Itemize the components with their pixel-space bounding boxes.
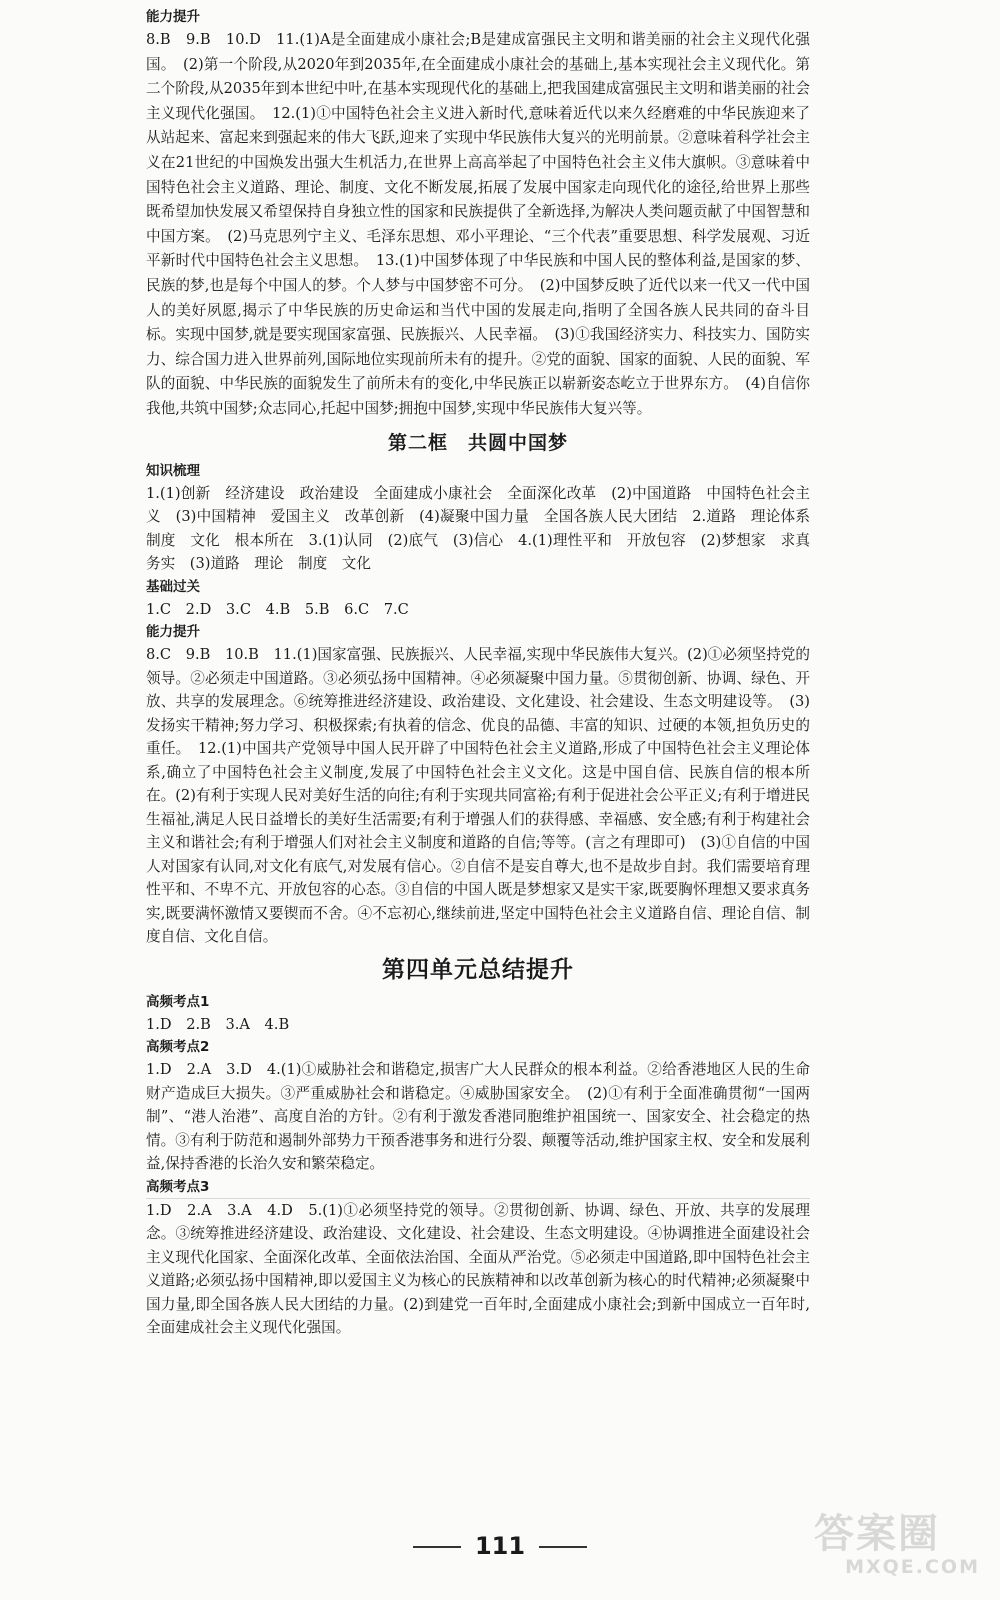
answer-paragraph: 1.D 2.A 3.D 4.(1)①威胁社会和谐稳定,损害广大人民群众的根本利益。②给香港地区人民的生命财产造成巨大损失。③严重威胁社会和谐稳定。④威胁国家安全。 (2)①有利于全面准确贯彻“一国两制”、“港人治港”、高度自治的方针。②有利于激发香港同胞维护祖国统一、国家安全、社会稳定的热情。③有利于防范和遏制外部势力干预香港事务和进行分裂、颠覆等活动,维护国家主权、安全和发展利益,保持香港的长治久安和繁荣稳定。 xyxy=(146,1061,810,1172)
subsection-heading: 第二框 共圆中国梦 xyxy=(387,431,568,454)
dash-right xyxy=(539,1546,587,1548)
answer-paragraph: 1.D 2.A 3.A 4.D 5.(1)①必须坚持党的领导。②贯彻创新、协调、绿色、开放、共享的发展理念。③统筹推进经济建设、政治建设、文化建设、社会建设、生态文明建设。④协调推进全面建设社会主义现代化国家、全面深化改革、全面依法治国、全面从严治党。⑤必须走中国道路,即中国特色社会主义道路;必须弘扬中国精神,即以爱国主义为核心的民族精神和以改革创新为核心的时代精神;必须凝聚中国力量,即全国各族人民大团结的力量。(2)到建党一百年时,全面建成小康社会;到新中国成立一百年时,全面建成社会主义现代化强国。 xyxy=(146,1201,810,1336)
section-label: 高频考点3 xyxy=(146,1178,210,1195)
watermark-logo xyxy=(814,1512,980,1586)
answer-paragraph: 8.C 9.B 10.B 11.(1)国家富强、民族振兴、人民幸福,实现中华民族伟大复兴。(2)①必须坚持党的领导。②必须走中国道路。③必须弘扬中国精神。④必须凝聚中国力量。⑤贯彻创新、协调、绿色、开放、共享的发展理念。⑥统筹推进经济建设、政治建设、文化建设、社会建设、生态文明建设等。 (3)发扬实干精神;努力学习、积极探索;有执着的信念、优良的品德、丰富的知识、过硬的本领,担负历史的重任。 12.(1)中国共产党领导中国人民开辟了中国特色社会主义道路,形成了中国特色社会主义理论体系,确立了中国特色社会主义制度,发展了中国特色社会主义文化。这是中国自信、民族自信的根本所在。(2)有利于实现人民对美好生活的向往;有利于实现共同富裕;有利于促进社会公平正义;有利于增进民生福祉,满足人民日益增长的美好生活需要;有利于增强人们的获得感、幸福感、安全感;有利于构建社会主义和谐社会;有利于增强人们对社会主义制度和道路的自信;等等。(言之有理即可) (3)①自信的中国人对国家有认同,对文化有底气,对发展有信心。②自信不是妄自尊大,也不是故步自封。我们需要培育理性平和、不卑不亢、开放包容的心态。③自信的中国人既是梦想家又是实干家,既要胸怀理想又要求真务实,既要满怀激情又要锲而不舍。④不忘初心,继续前进,坚定中国特色社会主义道路自信、理论自信、制度自信、文化自信。 xyxy=(146,646,810,945)
watermark-url: MXQE.COM xyxy=(845,1556,980,1578)
section-label: 知识梳理 xyxy=(146,462,200,479)
watermark-text: 答案圈 xyxy=(814,1511,940,1557)
unit-heading: 第四单元总结提升 xyxy=(382,956,574,983)
answer-page xyxy=(146,6,825,1340)
answer-paragraph: 1.C 2.D 3.C 4.B 5.B 6.C 7.C xyxy=(146,600,409,618)
answer-paragraph: 1.(1)创新 经济建设 政治建设 全面建成小康社会 全面深化改革 (2)中国道路 中国特色社会主义 (3)中国精神 爱国主义 改革创新 (4)凝聚中国力量 全国各族人民大团结 2.道路 理论体系 制度 文化 根本所在 3.(1)认同 (2)底气 (3)信心 4.(1)理性平和 开放包容 (2)梦想家 求真务实 (3)道路 理论 制度 文化 xyxy=(146,484,825,572)
section-label: 能力提升 xyxy=(146,624,200,640)
page-number-value: 111 xyxy=(474,1532,526,1560)
answer-paragraph: 8.B 9.B 10.D 11.(1)A是全面建成小康社会;B是建成富强民主文明和谐美丽的社会主义现代化强国。 (2)第一个阶段,从2020年到2035年,在全面建成小康社会的基础上,基本实现社会主义现代化。第二个阶段,从2035年到本世纪中叶,在基本实现现代化的基础上,把我国建成富强民主文明和谐美丽的社会主义现代化强国。 12.(1)①中国特色社会主义进入新时代,意味着近代以来久经磨难的中华民族迎来了从站起来、富起来到强起来的伟大飞跃,迎来了实现中华民族伟大复兴的光明前景。②意味着科学社会主义在21世纪的中国焕发出强大生机活力,在世界上高高举起了中国特色社会主义伟大旗帜。③意味着中国特色社会主义道路、理论、制度、文化不断发展,拓展了发展中国家走向现代化的途径,给世界上那些既希望加快发展又希望保持自身独立性的国家和民族提供了全新选择,为解决人类问题贡献了中国智慧和中国方案。 (2)马克思列宁主义、毛泽东思想、邓小平理论、“三个代表”重要思想、科学发展观、习近平新时代中国特色社会主义思想。 13.(1)中国梦体现了中华民族和中国人民的整体利益,是国家的梦、民族的梦,也是每个中国人的梦。个人梦与中国梦密不可分。 (2)中国梦反映了近代以来一代又一代中国人的美好夙愿,揭示了中华民族的历史命运和当代中国的发展走向,指明了全国各族人民共同的奋斗目标。实现中国梦,就是要实现国家富强、民族振兴、人民幸福。 (3)①我国经济实力、科技实力、国防实力、综合国力进入世界前列,国际地位实现前所未有的提升。②党的面貌、国家的面貌、人民的面貌、军队的面貌、中华民族的面貌发生了前所未有的变化,中华民族正以崭新姿态屹立于世界东方。 (4)自信你我他,共筑中国梦;众志同心,托起中国梦;拥抱中国梦,实现中华民族伟大复兴等。 xyxy=(146,31,810,417)
section-label: 高频考点1 xyxy=(146,993,210,1010)
section-label: 能力提升 xyxy=(146,9,200,25)
answer-paragraph: 1.D 2.B 3.A 4.B xyxy=(146,1015,290,1033)
section-label: 高频考点2 xyxy=(146,1039,210,1055)
dash-left xyxy=(413,1546,461,1548)
section-label: 基础过关 xyxy=(146,578,200,595)
